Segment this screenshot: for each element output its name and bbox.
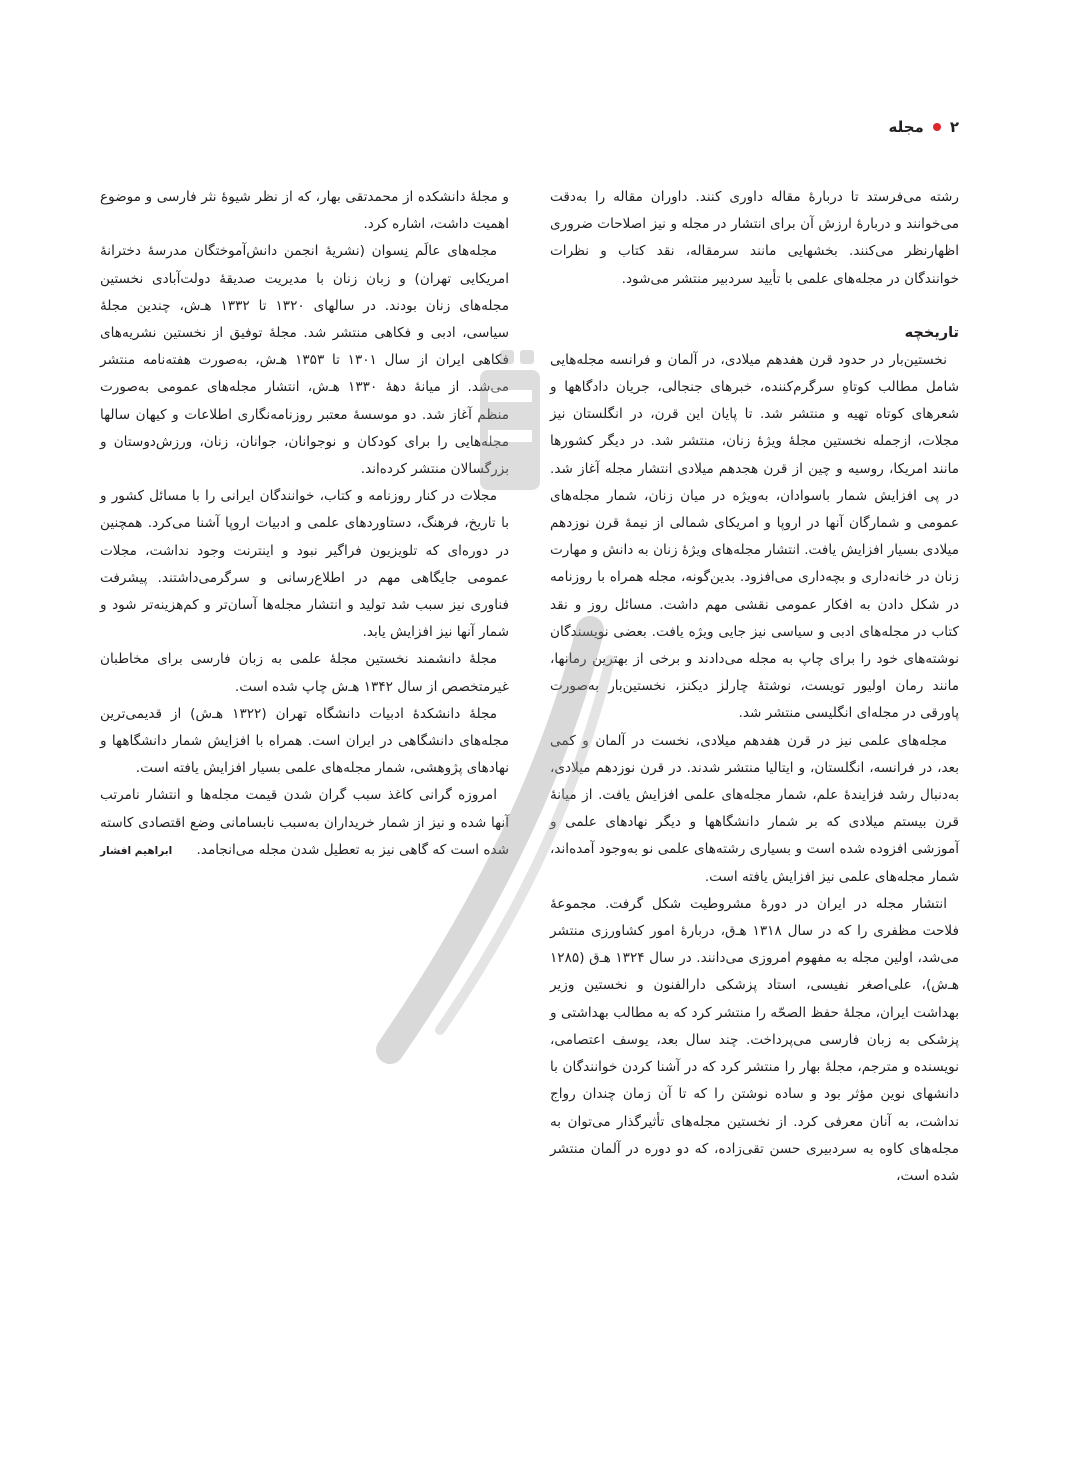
left-column <box>100 184 509 860</box>
left-paragraph-0: و مجلهٔ دانشکده از محمدتقی بهار، که از نظر شیوهٔ نثر فارسی و موضوع اهمیت داشت، اشاره کرد. <box>100 189 509 233</box>
history-paragraph-1: نخستین‌بار در حدود قرن هفدهم میلادی، در آلمان و فرانسه مجله‌هایی شامل مطالب کوتاهِ سرگرم‌کننده، خبرهای جنجالی، جریان دادگاهها و شعرهای کوتاه تهیه و منتشر شد. تا پایان این قرن، در انگلستان نیز مجلات، ازجمله نخستین مجلهٔ ویژهٔ زنان، منتشر شد. در دیگر کشورها مانند امریکا، روسیه و چین از قرن هجدهم میلادی انتشار مجله آغاز شد. در پی افزایش شمار باسوادان، به‌ویژه در میان زنان، شمار مجله‌های عمومی و شمارگان آنها در اروپا و امریکای شمالی از نیمهٔ قرن نوزدهم میلادی بسیار افزایش یافت. انتشار مجله‌های ویژهٔ زنان به دانش و مهارت زنان در خانه‌داری و بچه‌داری می‌افزود. بدین‌گونه، مجله همراه با روزنامه در شکل دادن به افکار عمومی نقشی مهم داشت. مسائل روز و نقد کتاب در مجله‌های ادبی و سیاسی نیز جایی ویژه یافت. بعضی نویسندگان نوشته‌های خود را برای چاپ به مجله می‌دادند و برخی از بهترین رمانها، مانند رمان اولیور تویست، نوشتهٔ چارلز دیکنز، نخستین‌بار به‌صورت پاورقی در مجله‌ای انگلیسی منتشر شد. <box>550 351 959 722</box>
page-number: ۲ <box>949 118 959 136</box>
left-paragraph-4: مجلهٔ دانشکدهٔ ادبیات دانشگاه تهران (۱۳۲۲ هـ‌ش) از قدیمی‌ترین مجله‌های دانشگاهی در ایران است. همراه با افزایش شمار دانشگاهها و نهادهای پژوهشی، شمار مجله‌های علمی بسیار افزایش یافته است. <box>100 705 509 777</box>
right-column <box>550 184 959 1190</box>
history-heading: تاریخچه <box>904 324 959 341</box>
red-bullet-icon <box>933 123 941 131</box>
left-paragraph-3: مجلهٔ دانشمند نخستین مجلهٔ علمی به زبان فارسی برای مخاطبان غیرمتخصص از سال ۱۳۴۲ هـ‌ش چاپ شده است. <box>100 651 509 695</box>
left-paragraph-2: مجلات در کنار روزنامه و کتاب، خوانندگان ایرانی را با مسائل کشور و با تاریخ، فرهنگ، دستاوردهای علمی و ادبیات اروپا آشنا می‌کرد. همچنین در دوره‌ای که تلویزیون فراگیر نبود و اینترنت وجود نداشت، مجلات عمومی جایگاهی مهم در اطلاع‌رسانی و سرگرمی‌داشتند. پیشرفت فناوری نیز سبب شد تولید و انتشار مجله‌ها آسان‌تر و کم‌هزینه‌تر شود و شمار آنها نیز افزایش یابد. <box>100 488 509 641</box>
section-title: مجله <box>888 118 924 136</box>
left-paragraph-5: امروزه گرانی کاغذ سبب گران شدن قیمت مجله‌ها و انتشار نامرتب آنها شده و نیز از شمار خریداران به‌سبب نابسامانی وضع اقتصادی کاسته شده است که گاهی نیز به تعطیل شدن مجله می‌انجامد. <box>100 787 509 858</box>
author-signature: ابراهیم افشار <box>100 845 173 858</box>
running-head <box>889 118 959 136</box>
left-paragraph-1: مجله‌های عالَم نِسوان (نشریهٔ انجمن دانش‌آموختگان مدرسهٔ دخترانهٔ امریکایی تهران) و زبان زنان با مدیریت صدیقهٔ دولت‌آبادی نخستین مجله‌های زنان بودند. در سالهای ۱۳۲۰ تا ۱۳۳۲ هـ‌ش، چندین مجلهٔ سیاسی، ادبی و فکاهی منتشر شد. مجلهٔ توفیق از نخستین نشریه‌های فکاهی ایران از سال ۱۳۰۱ تا ۱۳۵۳ هـ‌ش، به‌صورت هفته‌نامه منتشر می‌شد. از میانهٔ دههٔ ۱۳۳۰ هـ‌ش، انتشار مجله‌های عمومی به‌صورت منظم آغاز شد. دو موسسهٔ معتبر روزنامه‌نگاری اطلاعات و کیهان سالها مجله‌هایی را برای کودکان و نوجوانان، جوانان، زنان، ورزش‌دوستان و بزرگسالان منتشر کرده‌اند. <box>100 243 509 478</box>
history-paragraph-2: مجله‌های علمی نیز در قرن هفدهم میلادی، نخست در آلمان و کمی بعد، در فرانسه، انگلستان، و ایتالیا منتشر شدند. در قرن نوزدهم میلادی، به‌دنبال رشد فزایندهٔ علم، شمار مجله‌های علمی افزایش یافت. از میانهٔ قرن بیستم میلادی که بر شمار دانشگاهها و دیگر نهادهای علمی و آموزشی افزوده شده است و بسیاری رشته‌های علمی نو به‌وجود آمده‌اند، شمار مجله‌های علمی نیز افزایش یافته است. <box>550 732 959 885</box>
history-paragraph-3: انتشار مجله در ایران در دورهٔ مشروطیت شکل گرفت. مجموعهٔ فلاحت مظفری را که در سال ۱۳۱۸ هـ‌ق، دربارهٔ امور کشاورزی منتشر می‌شد، اولین مجله به مفهوم امروزی می‌دانند. در سال ۱۳۲۴ هـ‌ق (۱۲۸۵ هـ‌ش)، علی‌اصغر نفیسی، استاد پزشکی دارالفنون و نخستین وزیر بهداشت ایران، مجلهٔ حفظ الصحّه را منتشر کرد که به مطالب بهداشتی و پزشکی به زبان فارسی می‌پرداخت. چند سال بعد، یوسف اعتصامی، نویسنده و مترجم، مجلهٔ بهار را منتشر کرد که در آشنا کردن خوانندگان با دانشهای نوین مؤثر بود و ساده نوشتن را که تا آن زمان چندان رواج نداشت، به آنان معرفی کرد. از نخستین مجله‌های تأثیرگذار می‌توان به مجله‌های کاوه به سردبیری حسن تقی‌زاده، که دو دوره در آلمان منتشر شده است، <box>550 895 959 1184</box>
intro-paragraph: رشته می‌فرستد تا دربارهٔ مقاله داوری کنند. داوران مقاله را به‌دقت می‌خوانند و دربارهٔ ارزش آن برای انتشار در مجله و نیز اصلاحات ضروری اظهارنظر می‌کنند. بخشهایی مانند سرمقاله، نقد کتاب و نظرات خوانندگان در مجله‌های علمی با تأیید سردبیر منتشر می‌شود. <box>550 189 959 287</box>
